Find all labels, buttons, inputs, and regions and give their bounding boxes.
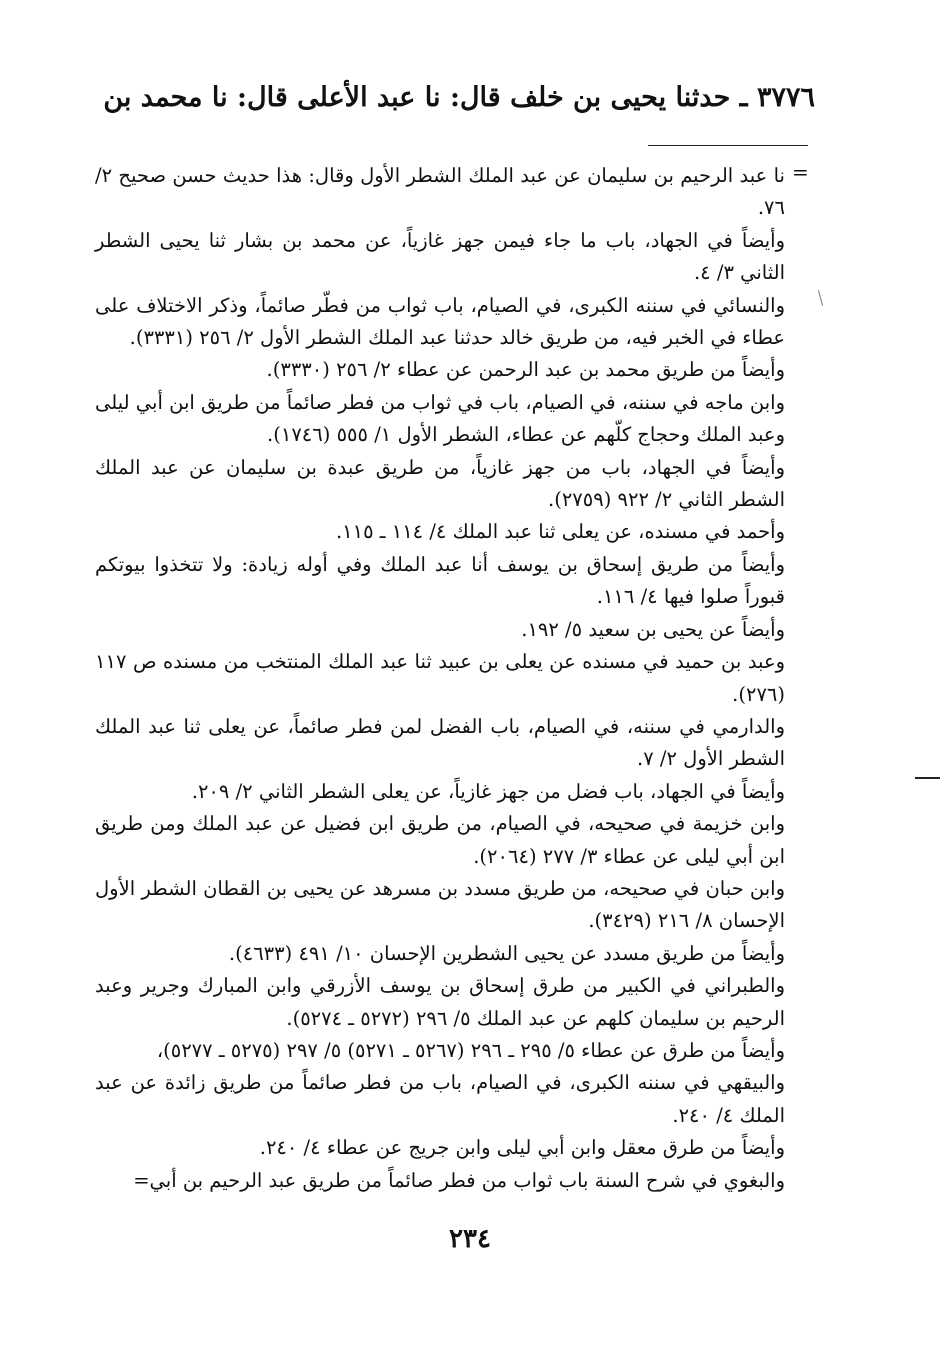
footnote-paragraph: وأيضاً في الجهاد، باب ما جاء فيمن جهز غازياً، عن محمد بن بشار ثنا يحيى الشطر الثاني ٣/ ٤. bbox=[95, 228, 785, 285]
footnote-paragraph: والنسائي في سننه الكبرى، في الصيام، باب ثواب من فطّر صائماً، وذكر الاختلاف على عطاء في الخبر فيه، من طريق خالد حدثنا عبد الملك الشطر الأول ٢/ ٢٥٦ (٣٣٣١). bbox=[95, 293, 785, 350]
footnote-separator-rule bbox=[648, 145, 808, 146]
footnote-paragraph: وأيضاً من طريق إسحاق بن يوسف أنا عبد الملك وفي أوله زيادة: ولا تتخذوا بيوتكم قبوراً صلوا فيها ٤/ ١١٦. bbox=[95, 552, 785, 609]
margin-dash-mark bbox=[915, 777, 940, 779]
footnote-paragraph: وابن خزيمة في صحيحه، في الصيام، من طريق ابن فضيل عن عبد الملك ومن طريق ابن أبي ليلى عن عطاء ٣/ ٢٧٧ (٢٠٦٤). bbox=[95, 812, 785, 868]
footnote-paragraph: وابن ماجه في سننه، في الصيام، باب في ثواب من فطر صائماً من طريق ابن أبي ليلى وعبد الملك وحجاج كلّهم عن عطاء، الشطر الأول ١/ ٥٥٥ (١٧٤٦). bbox=[95, 390, 785, 447]
footnote-paragraph: نا عبد الرحيم بن سليمان عن عبد الملك الشطر الأول وقال: هذا حديث حسن صحيح ٢/ ٧٦. bbox=[95, 164, 785, 220]
hadith-header: ٣٧٧٦ ـ حدثنا يحيى بن خلف قال: نا عبد الأعلى قال: نا محمد بن bbox=[103, 82, 815, 113]
footnote-paragraph: وأيضاً في الجهاد، باب فضل من جهز غازياً، عن يعلى الشطر الثاني ٢/ ٢٠٩. bbox=[191, 779, 785, 803]
footnote-paragraph: وأيضاً عن يحيى بن سعيد ٥/ ١٩٢. bbox=[521, 617, 785, 641]
footnote-paragraph: والبيقهي في سننه الكبرى، في الصيام، باب من فطر صائماً من طريق زائدة عن عبد الملك ٤/ ٢٤٠. bbox=[95, 1071, 785, 1127]
footnote-paragraph: والبغوي في شرح السنة باب ثواب من فطر صائماً من طريق عبد الرحيم بن أبي= bbox=[133, 1168, 785, 1192]
footnote-paragraph: والطبراني في الكبير من طرق إسحاق بن يوسف الأزرقي وابن المبارك وجرير وعبد الرحيم بن سليمان كلهم عن عبد الملك ٥/ ٢٩٦ (٥٢٧٢ ـ ٥٢٧٤). bbox=[95, 974, 785, 1030]
margin-pen-mark bbox=[818, 290, 823, 306]
footnote-paragraph: وأيضاً من طريق محمد بن عبد الرحمن عن عطاء ٢/ ٢٥٦ (٣٣٣٠). bbox=[266, 358, 785, 382]
footnote-paragraph: وأحمد في مسنده، عن يعلى ثنا عبد الملك ٤/ ١١٤ ـ ١١٥. bbox=[335, 520, 785, 544]
footnotes-block bbox=[95, 160, 785, 1197]
footnote-paragraph: وأيضاً في الجهاد، باب من جهز غازياً، من طريق عبدة بن سليمان عن عبد الملك الشطر الثاني ٢/ ٩٢٢ (٢٧٥٩). bbox=[95, 455, 785, 512]
footnote-paragraph: وابن حبان في صحيحه، من طريق مسدد بن مسرهد عن يحيى بن القطان الشطر الأول الإحسان ٨/ ٢١٦ (٣٤٢٩). bbox=[95, 876, 785, 933]
page-number: ٢٣٤ bbox=[449, 1224, 491, 1254]
continuation-marker: = bbox=[792, 160, 809, 184]
footnote-paragraph: وأيضاً من طريق مسدد عن يحيى الشطرين الإحسان ١٠/ ٤٩١ (٤٦٣٣). bbox=[228, 941, 785, 965]
footnote-paragraph: والدارمي في سننه، في الصيام، باب الفضل لمن فطر صائماً، عن يعلى ثنا عبد الملك الشطر الأول ٢/ ٧. bbox=[95, 714, 785, 771]
footnote-paragraph: وأيضاً من طرق معقل وابن أبي ليلى وابن جريج عن عطاء ٤/ ٢٤٠. bbox=[259, 1136, 785, 1160]
footnote-paragraph: وعبد بن حميد في مسنده عن يعلى بن عبيد ثنا عبد الملك المنتخب من مسنده ص ١١٧ (٢٧٦). bbox=[95, 650, 785, 706]
footnote-paragraph: وأيضاً من طرق عن عطاء ٥/ ٢٩٥ ـ ٢٩٦ (٥٢٦٧ ـ ٥٢٧١) ٥/ ٢٩٧ (٥٢٧٥ ـ ٥٢٧٧)، bbox=[156, 1038, 785, 1062]
